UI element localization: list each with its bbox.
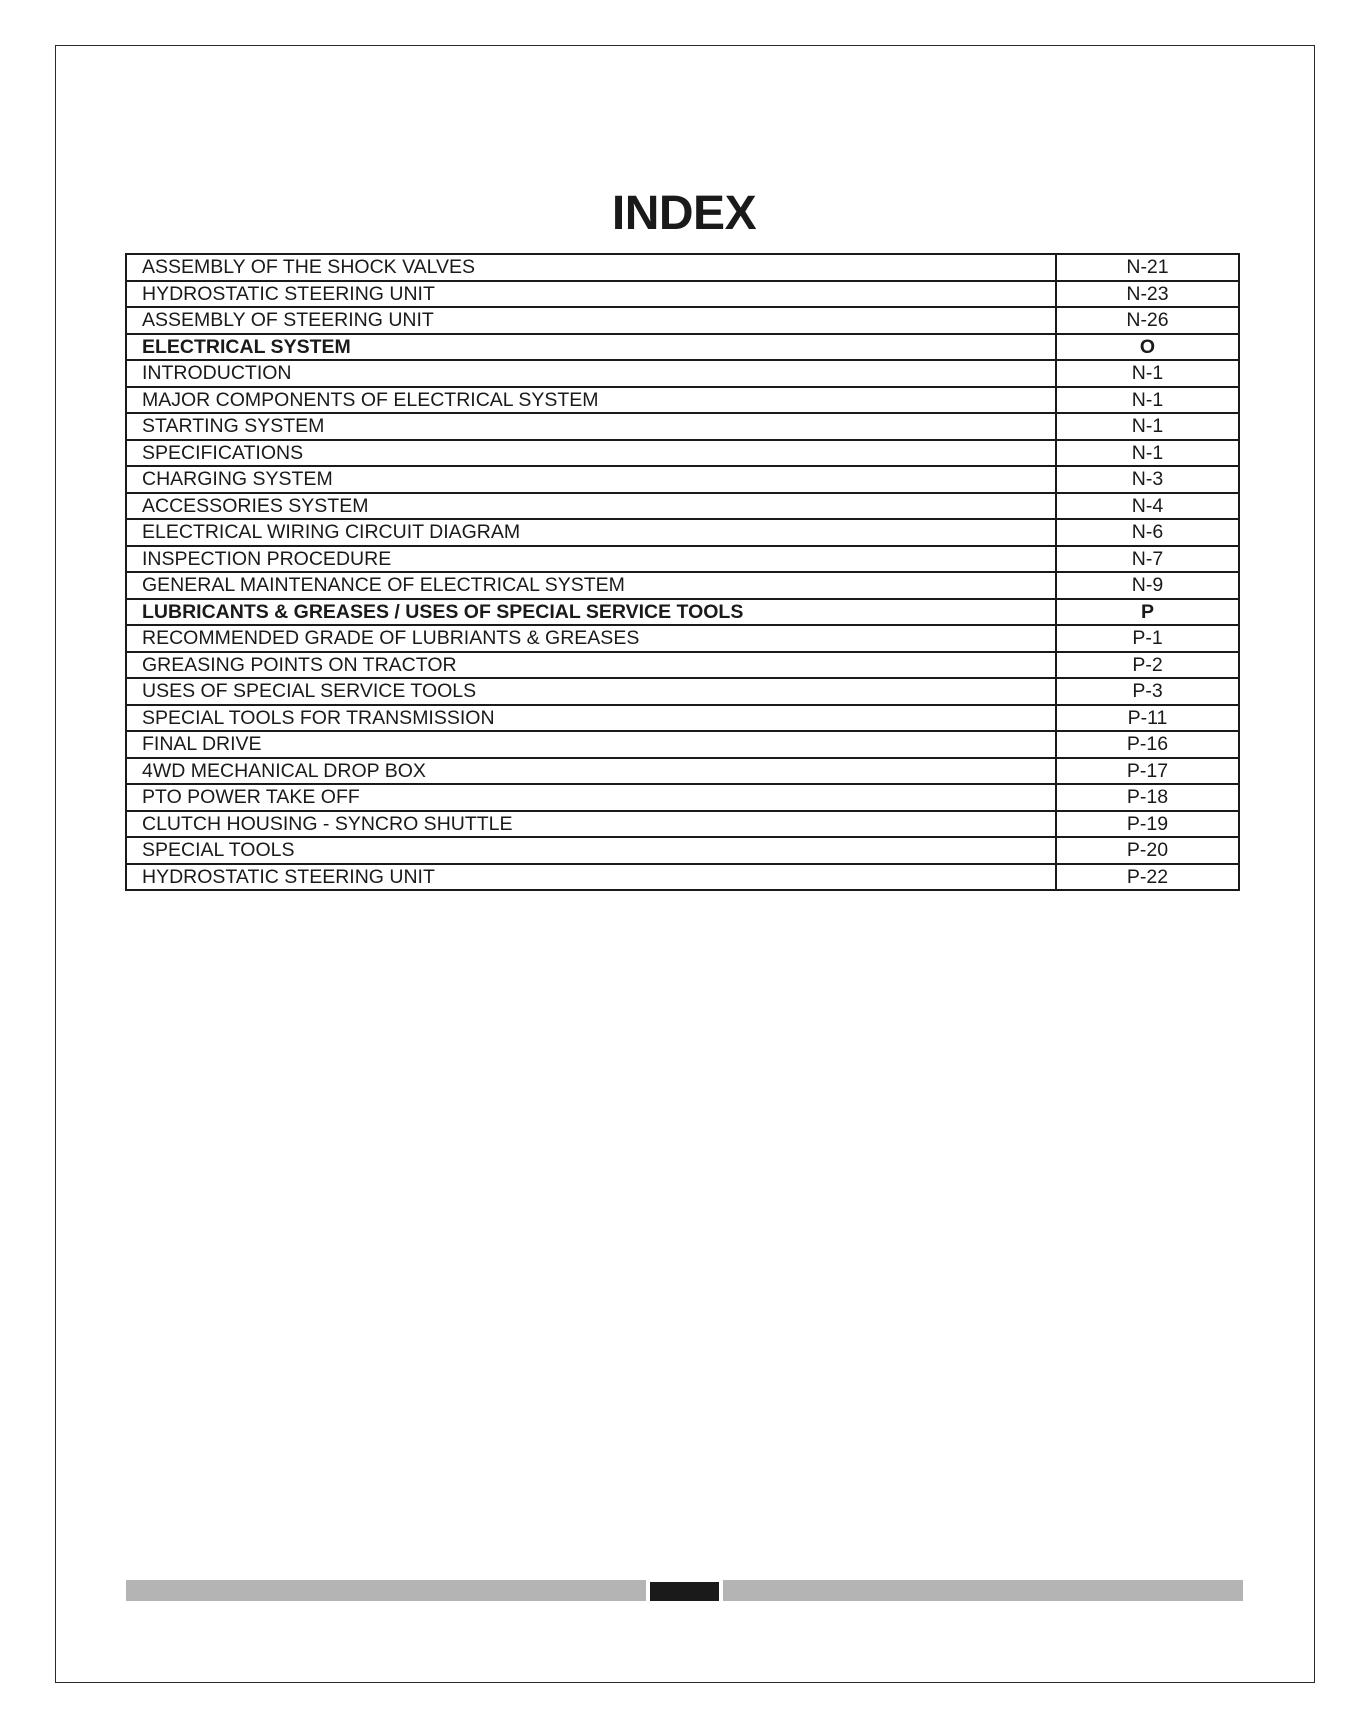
index-topic: FINAL DRIVE xyxy=(126,731,1056,758)
index-page-number: P-3 xyxy=(1056,678,1239,705)
index-page-number: P-2 xyxy=(1056,652,1239,679)
index-page-number: N-1 xyxy=(1056,360,1239,387)
index-row xyxy=(126,254,1239,281)
index-row xyxy=(126,864,1239,891)
footer-bar-left xyxy=(126,1580,646,1601)
index-section-heading-row xyxy=(126,334,1239,361)
index-page-number: P-18 xyxy=(1056,784,1239,811)
index-page-number: P-1 xyxy=(1056,625,1239,652)
index-row xyxy=(126,572,1239,599)
index-page-number: P-22 xyxy=(1056,864,1239,891)
index-page-number: N-26 xyxy=(1056,307,1239,334)
index-page-number: P-17 xyxy=(1056,758,1239,785)
index-topic: USES OF SPECIAL SERVICE TOOLS xyxy=(126,678,1056,705)
index-topic: ELECTRICAL WIRING CIRCUIT DIAGRAM xyxy=(126,519,1056,546)
index-row xyxy=(126,387,1239,414)
index-page-number: N-1 xyxy=(1056,413,1239,440)
index-topic: INTRODUCTION xyxy=(126,360,1056,387)
index-row xyxy=(126,678,1239,705)
index-row xyxy=(126,493,1239,520)
index-page-number: N-21 xyxy=(1056,254,1239,281)
index-topic: SPECIFICATIONS xyxy=(126,440,1056,467)
index-page-number: P-11 xyxy=(1056,705,1239,732)
index-row xyxy=(126,652,1239,679)
index-row xyxy=(126,413,1239,440)
index-page-number: N-1 xyxy=(1056,440,1239,467)
index-topic: STARTING SYSTEM xyxy=(126,413,1056,440)
index-row xyxy=(126,758,1239,785)
footer-page-marker xyxy=(650,1582,719,1601)
index-topic: ASSEMBLY OF STEERING UNIT xyxy=(126,307,1056,334)
index-row xyxy=(126,731,1239,758)
index-page-number: P-19 xyxy=(1056,811,1239,838)
index-topic: CLUTCH HOUSING - SYNCRO SHUTTLE xyxy=(126,811,1056,838)
index-page-number: P xyxy=(1056,599,1239,626)
index-row xyxy=(126,784,1239,811)
index-page-number: N-4 xyxy=(1056,493,1239,520)
index-topic: MAJOR COMPONENTS OF ELECTRICAL SYSTEM xyxy=(126,387,1056,414)
index-topic: SPECIAL TOOLS xyxy=(126,837,1056,864)
index-page-number: N-1 xyxy=(1056,387,1239,414)
index-row xyxy=(126,705,1239,732)
index-page-number: N-7 xyxy=(1056,546,1239,573)
index-row xyxy=(126,625,1239,652)
index-page-number: P-16 xyxy=(1056,731,1239,758)
index-topic: CHARGING SYSTEM xyxy=(126,466,1056,493)
index-page-number: O xyxy=(1056,334,1239,361)
index-topic: INSPECTION PROCEDURE xyxy=(126,546,1056,573)
footer-bar-right xyxy=(723,1580,1243,1601)
index-topic: GENERAL MAINTENANCE OF ELECTRICAL SYSTEM xyxy=(126,572,1056,599)
index-page-number: N-3 xyxy=(1056,466,1239,493)
index-page-number: N-23 xyxy=(1056,281,1239,308)
index-row xyxy=(126,440,1239,467)
index-topic: ACCESSORIES SYSTEM xyxy=(126,493,1056,520)
index-row xyxy=(126,519,1239,546)
index-topic: GREASING POINTS ON TRACTOR xyxy=(126,652,1056,679)
index-row xyxy=(126,307,1239,334)
index-page-number: N-6 xyxy=(1056,519,1239,546)
index-table xyxy=(125,253,1240,891)
index-row xyxy=(126,811,1239,838)
index-topic: RECOMMENDED GRADE OF LUBRIANTS & GREASES xyxy=(126,625,1056,652)
index-topic: HYDROSTATIC STEERING UNIT xyxy=(126,864,1056,891)
index-table-body xyxy=(126,254,1239,890)
index-row xyxy=(126,360,1239,387)
index-topic: SPECIAL TOOLS FOR TRANSMISSION xyxy=(126,705,1056,732)
index-topic: HYDROSTATIC STEERING UNIT xyxy=(126,281,1056,308)
index-row xyxy=(126,546,1239,573)
index-topic: 4WD MECHANICAL DROP BOX xyxy=(126,758,1056,785)
index-row xyxy=(126,466,1239,493)
index-row xyxy=(126,837,1239,864)
page-title: INDEX xyxy=(611,187,757,240)
index-page-number: N-9 xyxy=(1056,572,1239,599)
index-topic: ASSEMBLY OF THE SHOCK VALVES xyxy=(126,254,1056,281)
index-topic: PTO POWER TAKE OFF xyxy=(126,784,1056,811)
index-topic: ELECTRICAL SYSTEM xyxy=(126,334,1056,361)
index-page-number: P-20 xyxy=(1056,837,1239,864)
index-section-heading-row xyxy=(126,599,1239,626)
index-row xyxy=(126,281,1239,308)
index-topic: LUBRICANTS & GREASES / USES OF SPECIAL SERVICE TOOLS xyxy=(126,599,1056,626)
